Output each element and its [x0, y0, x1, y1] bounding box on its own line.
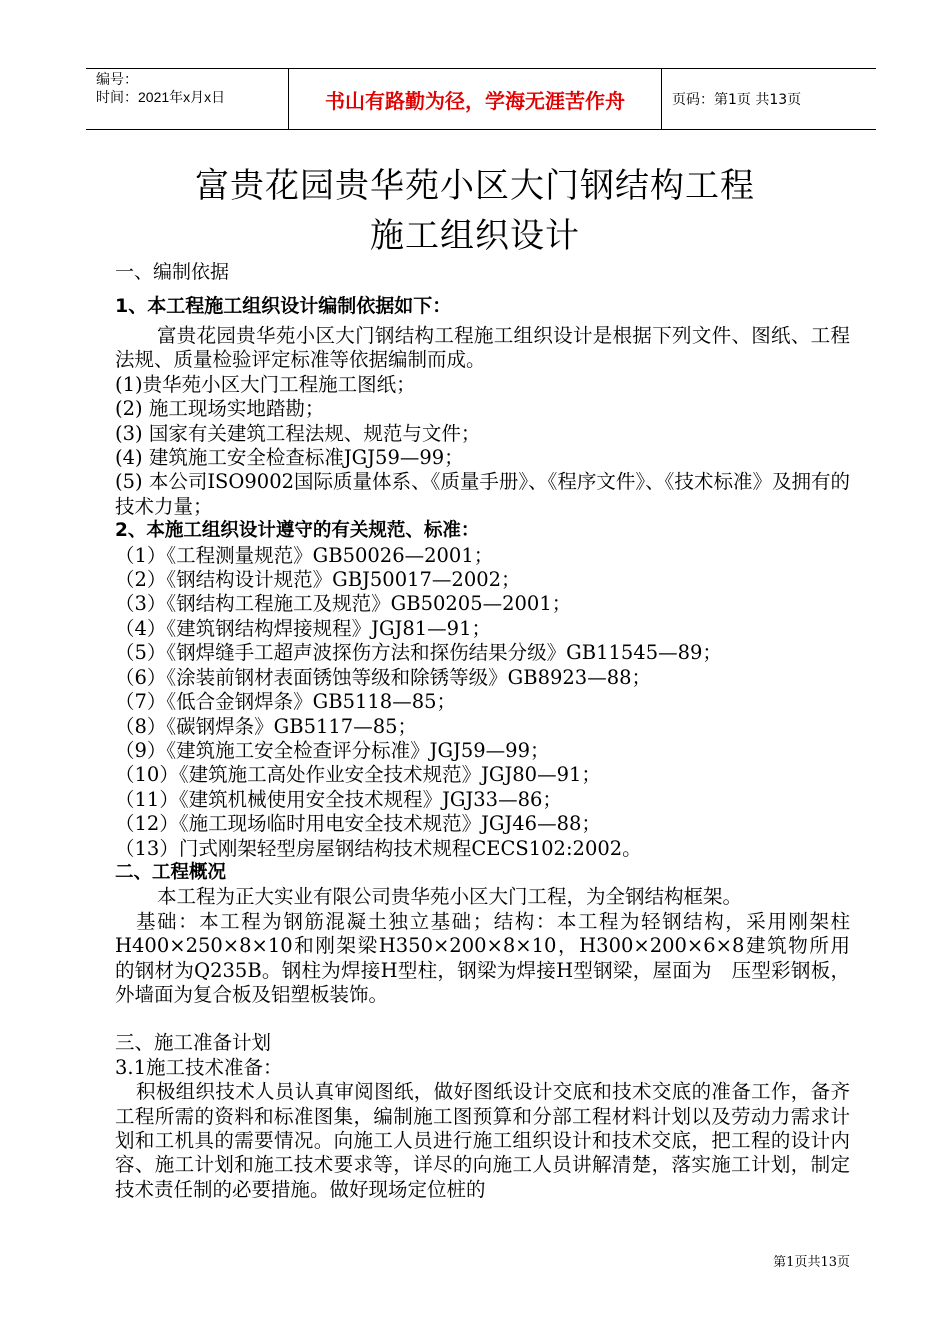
standard-item: （7）《低合金钢焊条》GB5118—85； [115, 690, 457, 714]
overview-paragraph-1: 本工程为正大实业有限公司贵华苑小区大门工程，为全钢结构框架。 [157, 885, 743, 909]
standard-item: （1）《工程测量规范》GB50026—2001； [115, 543, 494, 567]
tech-prep-paragraph: 积极组织技术人员认真审阅图纸，做好图纸设计交底和技术交底的准备工作，备齐工程所需的资料和标准图集，编制施工图预算和分部工程材料计划以及劳动力需求计划和工机具的需要情况。向施工人员进行施工组织设计和技术交底，把工程的设计内容、施工计划和施工技术要求等，详尽的向施工人员讲解清楚，落实施工计划，制定技术责任制的必要措施。做好现场定位桩的 [115, 1080, 850, 1201]
standard-item: （6）《涂装前钢材表面锈蚀等级和除锈等级》GB8923—88； [115, 665, 652, 689]
page-footer: 第1页共13页 [773, 1255, 850, 1270]
basis-item: (3) 国家有关建筑工程法规、规范与文件； [115, 421, 481, 445]
basis-item: (4) 建筑施工安全检查标准JGJ59—99； [115, 446, 464, 470]
basis-item: (1)贵华苑小区大门工程施工图纸； [115, 372, 416, 396]
standard-item: （11）《建筑机械使用安全技术规程》JGJ33—86； [115, 787, 562, 811]
subsection-heading-1-2: 2、本施工组织设计遵守的有关规范、标准： [115, 520, 480, 542]
document-body [115, 254, 850, 1202]
paragraph-intro: 富贵花园贵华苑小区大门钢结构工程施工组织设计是根据下列文件、图纸、工程法规、质量检验评定标准等依据编制而成。 [115, 324, 850, 372]
section-heading-3: 三、施工准备计划 [115, 1031, 272, 1055]
subsection-heading-3-1: 3.1施工技术准备： [115, 1055, 283, 1079]
document-title-line1: 富贵花园贵华苑小区大门钢结构工程 [195, 166, 755, 206]
standard-item: （12）《施工现场临时用电安全技术规范》JGJ46—88； [115, 812, 601, 836]
document-title-line2: 施工组织设计 [370, 216, 580, 256]
basis-item: (5) 本公司ISO9002国际质量体系、《质量手册》、《程序文件》、《技术标准》及拥有的技术力量； [115, 470, 850, 518]
spacer [115, 1007, 850, 1031]
standard-item: （4）《建筑钢结构焊接规程》JGJ81—91； [115, 616, 491, 640]
header-meta [86, 69, 288, 129]
header-number-label: 编号： [96, 71, 138, 87]
header-page-info: 页码：第1页 共13页 [672, 92, 802, 108]
header-motto: 书山有路勤为径，学海无涯苦作舟 [288, 69, 662, 129]
standard-item: （3）《钢结构工程施工及规范》GB50205—2001； [115, 592, 572, 616]
subsection-heading-1-1: 1、本工程施工组织设计编制依据如下： [115, 295, 452, 317]
basis-item: (2) 施工现场实地踏勘； [115, 397, 325, 421]
overview-paragraph-2: 基础：本工程为钢筋混凝土独立基础；结构：本工程为轻钢结构，采用刚架柱H400×250×8×10和刚架梁H350×200×8×10，H300×200×6×8建筑物所用的钢材为Q235B。钢柱为焊接H型柱，钢梁为焊接H型钢梁，屋面为 压型彩钢板，外墙面为复合板及铝塑板装饰。 [115, 909, 850, 1006]
standard-item: （2）《钢结构设计规范》GBJ50017—2002； [115, 568, 521, 592]
standard-item: （13）门式刚架轻型房屋钢结构技术规程CECS102:2002。 [115, 836, 642, 860]
section-heading-2: 二、工程概况 [115, 861, 227, 883]
header-date: 时间：2021年x月x日 [96, 89, 226, 105]
section-heading-1: 一、编制依据 [115, 261, 230, 283]
standard-item: （5）《钢焊缝手工超声波探伤方法和探伤结果分级》GB11545—89； [115, 641, 722, 665]
standard-item: （9）《建筑施工安全检查评分标准》JGJ59—99； [115, 738, 550, 762]
page-header [86, 68, 876, 130]
standard-item: （10）《建筑施工高处作业安全技术规范》JGJ80—91； [115, 763, 601, 787]
standard-item: （8）《碳钢焊条》GB5117—85； [115, 714, 418, 738]
